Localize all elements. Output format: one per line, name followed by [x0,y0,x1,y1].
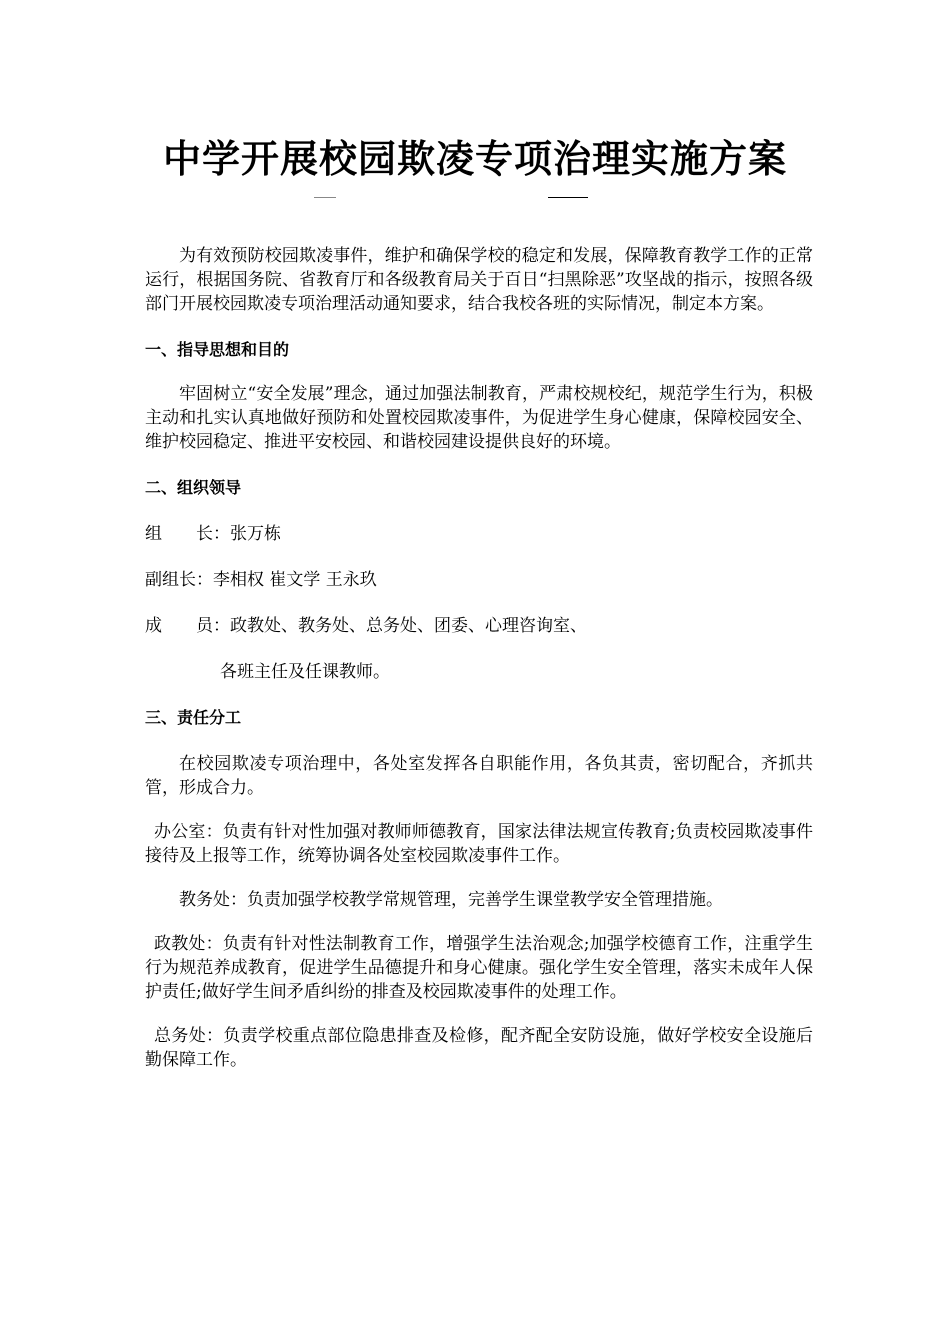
leader-line: 组 长：张万栋 [145,524,281,544]
guiding-paragraph: 牢固树立“安全发展”理念，通过加强法制教育，严肃校规校纪，规范学生行为，积极主动和扎实认真地做好预防和处置校园欺凌事件，为促进学生身心健康，保障校园安全、维护校园稳定、推进平安校园、和谐校园建设提供良好的环境。 [145,384,813,452]
document-title: 中学开展校园欺凌专项治理实施方案 [162,136,787,181]
decorative-rule-left [314,197,336,198]
duty-political-education: 政教处：负责有针对性法制教育工作，增强学生法治观念;加强学校德育工作，注重学生行为规范养成教育，促进学生品德提升和身心健康。强化学生安全管理，落实未成年人保护责任;做好学生间矛盾纠纷的排查及校园欺凌事件的处理工作。 [145,934,813,1002]
members-continuation-line: 各班主任及任课教师。 [220,662,390,682]
duty-office: 办公室：负责有针对性加强对教师师德教育，国家法律法规宣传教育;负责校园欺凌事件接待及上报等工作，统筹协调各处室校园欺凌事件工作。 [145,822,813,866]
members-line: 成 员：政教处、教务处、总务处、团委、心理咨询室、 [145,616,587,636]
document-body [145,244,813,1072]
decorative-rule-right [548,197,588,198]
section-heading-guiding: 一、指导思想和目的 [145,340,290,359]
duty-general-affairs: 总务处：负责学校重点部位隐患排查及检修，配齐配全安防设施，做好学校安全设施后勤保障工作。 [145,1026,813,1070]
deputy-line: 副组长：李相权 崔文学 王永玖 [145,570,377,590]
intro-paragraph: 为有效预防校园欺凌事件，维护和确保学校的稳定和发展，保障教育教学工作的正常运行，根据国务院、省教育厅和各级教育局关于百日“扫黑除恶”攻坚战的指示，按照各级部门开展校园欺凌专项治理活动通知要求，结合我校各班的实际情况，制定本方案。 [145,246,813,314]
duty-academic-affairs: 教务处：负责加强学校教学常规管理，完善学生课堂教学安全管理措施。 [179,890,723,910]
responsibilities-paragraph: 在校园欺凌专项治理中，各处室发挥各自职能作用，各负其责，密切配合，齐抓共管，形成合力。 [145,754,813,798]
section-heading-responsibilities: 三、责任分工 [145,708,242,727]
section-heading-organization: 二、组织领导 [145,478,242,497]
